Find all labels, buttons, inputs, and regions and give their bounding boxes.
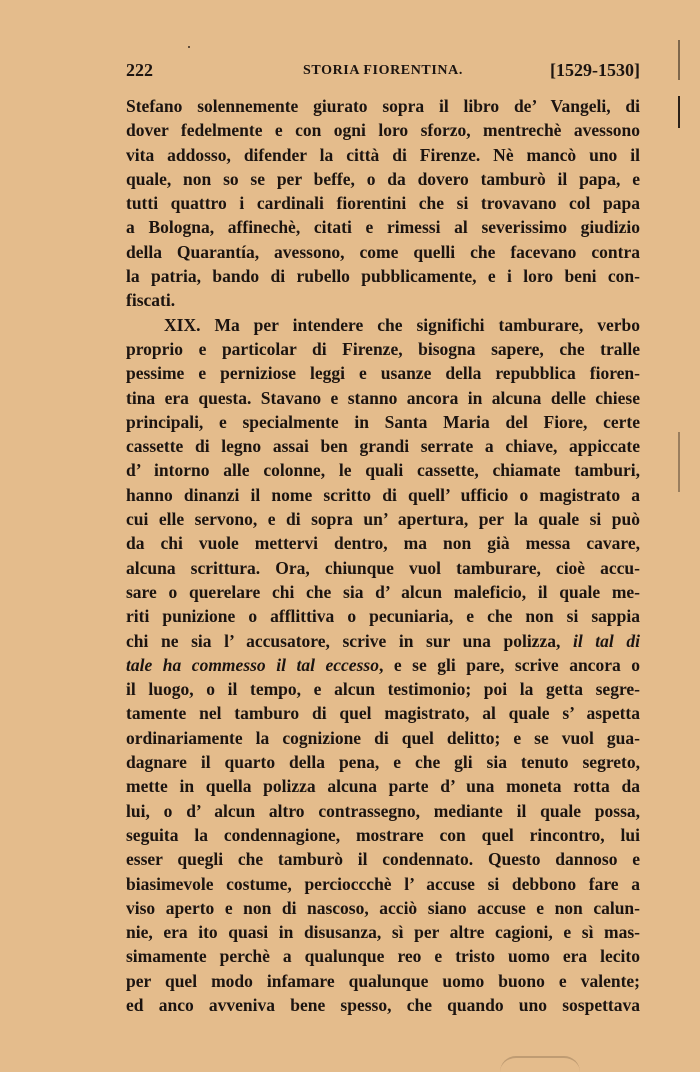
text-line [126, 920, 640, 944]
text-run: hanno dinanzi il nome scritto di quell’ ufficio o magistrato a [126, 484, 640, 505]
text-line [126, 410, 640, 434]
text-line [126, 361, 640, 385]
text-line [126, 726, 640, 750]
text-line [126, 847, 640, 871]
text-line [126, 580, 640, 604]
text-run: chi ne sia l’ accusatore, scrive in sur una polizza, [126, 630, 573, 651]
text-run: Stefano solennemente giurato sopra il libro de’ Vangeli, di [126, 96, 640, 116]
text-run: cui elle servono, e di sopra un’ apertura, per la quale si può [126, 509, 640, 530]
text-line [126, 653, 640, 677]
text-run: della Quarantía, avessono, come quelli che facevano contra [126, 241, 640, 262]
text-line [126, 118, 640, 142]
text-line [126, 750, 640, 774]
page-number: 222 [126, 60, 153, 80]
ink-speck [188, 46, 190, 48]
text-run: dagnare il quarto della pena, e che gli sia tenuto segreto, [126, 752, 640, 773]
text-line [126, 872, 640, 896]
text-line [126, 896, 640, 920]
text-line [126, 434, 640, 458]
text-run: proprio e particolar di Firenze, bisogna sapere, che tralle [126, 338, 640, 359]
text-run: tina era questa. Stavano e stanno ancora in alcuna delle chiese [126, 387, 640, 408]
text-line [126, 240, 640, 264]
text-line [126, 701, 640, 725]
text-run: cassette di legno assai ben grandi serrate a chiave, appiccate [126, 436, 640, 457]
text-line [126, 677, 640, 701]
text-run: vita addosso, difender la città di Firenze. Nè mancò uno il [126, 144, 640, 165]
italic-run: il tal di [572, 630, 640, 651]
text-line [126, 94, 640, 118]
text-line [126, 531, 640, 555]
text-line [126, 969, 640, 993]
text-line [126, 556, 640, 580]
text-line [126, 944, 640, 968]
text-run: seguita la condennagione, mostrare con quel rincontro, lui [126, 824, 640, 845]
text-run: ordinariamente la cognizione di quel delitto; e se vuol gua- [126, 727, 640, 748]
text-run: principali, e specialmente in Santa Maria del Fiore, certe [126, 411, 640, 432]
text-run: mette in quella polizza alcuna parte d’ una moneta rotta da [126, 776, 640, 797]
text-run: tamente nel tamburo di quel magistrato, al quale s’ aspetta [126, 703, 640, 724]
text-run: a Bologna, affinechè, citati e rimessi al severissimo giudizio [126, 217, 640, 238]
text-run: il luogo, o il tempo, e alcun testimonio; poi la getta segre- [126, 679, 640, 700]
text-line [126, 313, 640, 337]
page-edge-mark [678, 432, 680, 492]
text-line [126, 191, 640, 215]
text-line [126, 458, 640, 482]
text-line [126, 215, 640, 239]
text-run: simamente perchè a qualunque reo e tristo uomo era lecito [126, 946, 640, 967]
text-run: riti punizione o afflittiva o pecuniaria, e che non si sappia [126, 606, 640, 627]
text-run: la patria, bando di rubello pubblicamente, e i loro beni con- [126, 266, 640, 287]
text-run: tutti quattro i cardinali fiorentini che si trovavano col papa [126, 193, 640, 214]
text-run: biasimevole costume, percioccchè l’ accuse si debbono fare a [126, 873, 640, 894]
page-edge-mark [678, 40, 680, 80]
text-run: per quel modo infamare qualunque uomo buono e valente; [126, 970, 640, 991]
body-text [126, 94, 640, 1017]
text-line [126, 143, 640, 167]
text-line [126, 288, 640, 312]
text-run: XIX. Ma per intendere che significhi tamburare, verbo [164, 314, 640, 335]
text-line [126, 993, 640, 1017]
text-run: nie, era ito quasi in disusanza, sì per altre cagioni, e sì mas- [126, 922, 640, 943]
running-head [126, 60, 640, 86]
text-run: esser quegli che tamburò il condennato. Questo dannoso e [126, 849, 640, 870]
text-line [126, 774, 640, 798]
year-range: [1529-1530] [550, 60, 640, 80]
text-run: viso aperto e non di nascoso, acciò siano accuse e non calun- [126, 897, 640, 918]
text-run: lui, o d’ alcun altro contrassegno, mediante il quale possa, [126, 800, 640, 821]
text-line [126, 507, 640, 531]
text-line [126, 823, 640, 847]
text-line [126, 629, 640, 653]
text-line [126, 337, 640, 361]
text-run: da chi vuole mettervi dentro, ma non già messa cavare, [126, 533, 640, 554]
text-run: ed anco avveniva bene spesso, che quando uno sospettava [126, 994, 640, 1015]
italic-run: tale ha commesso il tal eccesso [126, 654, 379, 675]
text-run: pessime e perniziose leggi e usanze della repubblica fioren- [126, 363, 640, 384]
text-run: fiscati. [126, 290, 176, 311]
running-title: STORIA FIORENTINA. [303, 63, 463, 78]
text-run: sare o querelare chi che sia d’ alcun maleficio, il quale me- [126, 581, 640, 602]
text-line [126, 799, 640, 823]
text-line [126, 167, 640, 191]
text-line [126, 604, 640, 628]
page-edge-mark [678, 96, 680, 128]
text-run: , e se gli pare, scrive ancora o [378, 654, 640, 675]
text-run: alcuna scrittura. Ora, chiunque vuol tamburare, cioè accu- [126, 557, 640, 578]
text-run: d’ intorno alle colonne, le quali cassette, chiamate tamburi, [126, 460, 640, 481]
text-line [126, 386, 640, 410]
text-run: dover fedelmente e con ogni loro sforzo, mentrechè avessono [126, 120, 640, 141]
text-line [126, 264, 640, 288]
text-line [126, 483, 640, 507]
text-run: quale, non so se per beffe, o da dovero tamburò il papa, e [126, 168, 640, 189]
